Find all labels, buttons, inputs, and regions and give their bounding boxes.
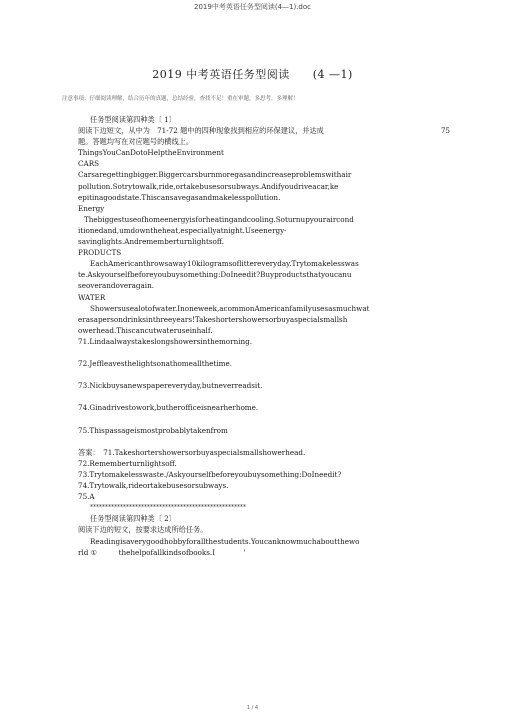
question-73: 73.Nickbuysanewspapereveryday,butneverreadsit. [78,381,263,391]
cars-line: pollution.Sotrytowalk,ride,ortakebusesorsubways.Andifyoudriveacar,ke [78,181,339,191]
section1-instruction-cont: 题。答题均写在对应题号的横线上。 [78,137,194,147]
water-heading: WATER [78,292,106,302]
question-71: 71.Lindaalwaystakeslongshowersinthemorning. [78,336,253,346]
document-note: 注意事项：仔细阅读理解，结合历年的真题，总结经验，查找不足！重在审题，多思考，多理解！ [62,96,299,102]
question-74: 74.Ginadrivestowork,butherofficeisnearherhome. [78,403,259,413]
section2-passage-line: Readingisaverygoodhobbyforallthestudents.Youcanknowmuchaboutthewo [90,536,360,546]
products-line: seoverandoveragain. [78,281,154,291]
section2-heading: 任务型阅读第四种类〔 2〕 [90,514,176,524]
energy-line: savinglights.Andrememberturnlightsoff. [78,237,224,247]
cars-line: epitinagoodstate.Thiscansavegasandmakelesspollution. [78,192,281,202]
section2-passage-line: rld ① thehelpofallkindsofbooks.I ' [78,547,246,557]
instruction-text: 阅读下边短文，从中为 71-72 题中的四种现象找到相应的环保建议，并达成 [78,126,324,136]
section1-instruction [78,125,450,136]
question-72: 72.Jeffleavesthelightsonathomeallthetime. [78,359,233,369]
energy-heading: Energy [78,203,105,213]
energy-line: Thebiggestuseofhomeenergyisforheatingandcooling.Soturnupyouraircond [84,214,354,224]
answer-75: 75.A [78,492,95,502]
energy-line: itionedand,umdowntheheat,especiallyatnight.Useenergy- [78,225,287,235]
document-body [78,114,450,558]
page-number: 1 / 4 [246,705,259,711]
document-title: 2019 中考英语任务型阅读 (4 —1) [152,68,353,81]
cars-line: Carsaregettingbigger.Biggercarsburnmoregasandincreaseproblemswithair [78,170,352,180]
cars-heading: CARS [78,159,100,169]
water-line: Showersusealotofwater.Inoneweek,acommonAmericanfamilyusesasmuchwat [90,303,370,313]
passage-title: ThingsYouCanDotoHelptheEnvironment [78,148,224,158]
instruction-number: 75 [440,126,450,136]
water-line: owerhead.Thiscancutwateruseinhalf. [78,325,213,335]
separator-stars: **************************************************** [90,504,246,512]
products-heading: PRODUCTS [78,248,122,258]
answer-73: 73.Trytomakelesswaste./Askyourselfbeforeyoubuysomething:DoIneedit? [78,470,342,479]
products-line: EachAmericanthrowsaway10kilogramsoflittereveryday.Trytomakelesswas [90,259,359,269]
question-75: 75.Thispassageismostprobablytakenfrom [78,425,228,435]
answer-71: 答案： 71.Takeshortershowersorbuyaspecialsmallshowerhead. [78,447,306,457]
answer-72: 72.Rememberturnlightsoff. [78,458,177,468]
products-line: te.Askyourselfbeforeyoubuysomething:DoIneedit?Buyproductsthatyoucanu [78,270,352,280]
document-filename: 2019中考英语任务型阅读(4—1).doc [194,3,311,11]
section2-instruction: 阅读下边的短文，按要求达成所给任务。 [78,525,208,535]
water-line: erasapersondrinksinthreeyears!Takeshortershowersorbuyaspecialsmallsh [78,314,348,324]
section1-heading: 任务型阅读第四种类〔 1〕 [90,115,176,124]
answer-74: 74.Trytowalk,rideortakebusesorsubways. [78,481,229,491]
